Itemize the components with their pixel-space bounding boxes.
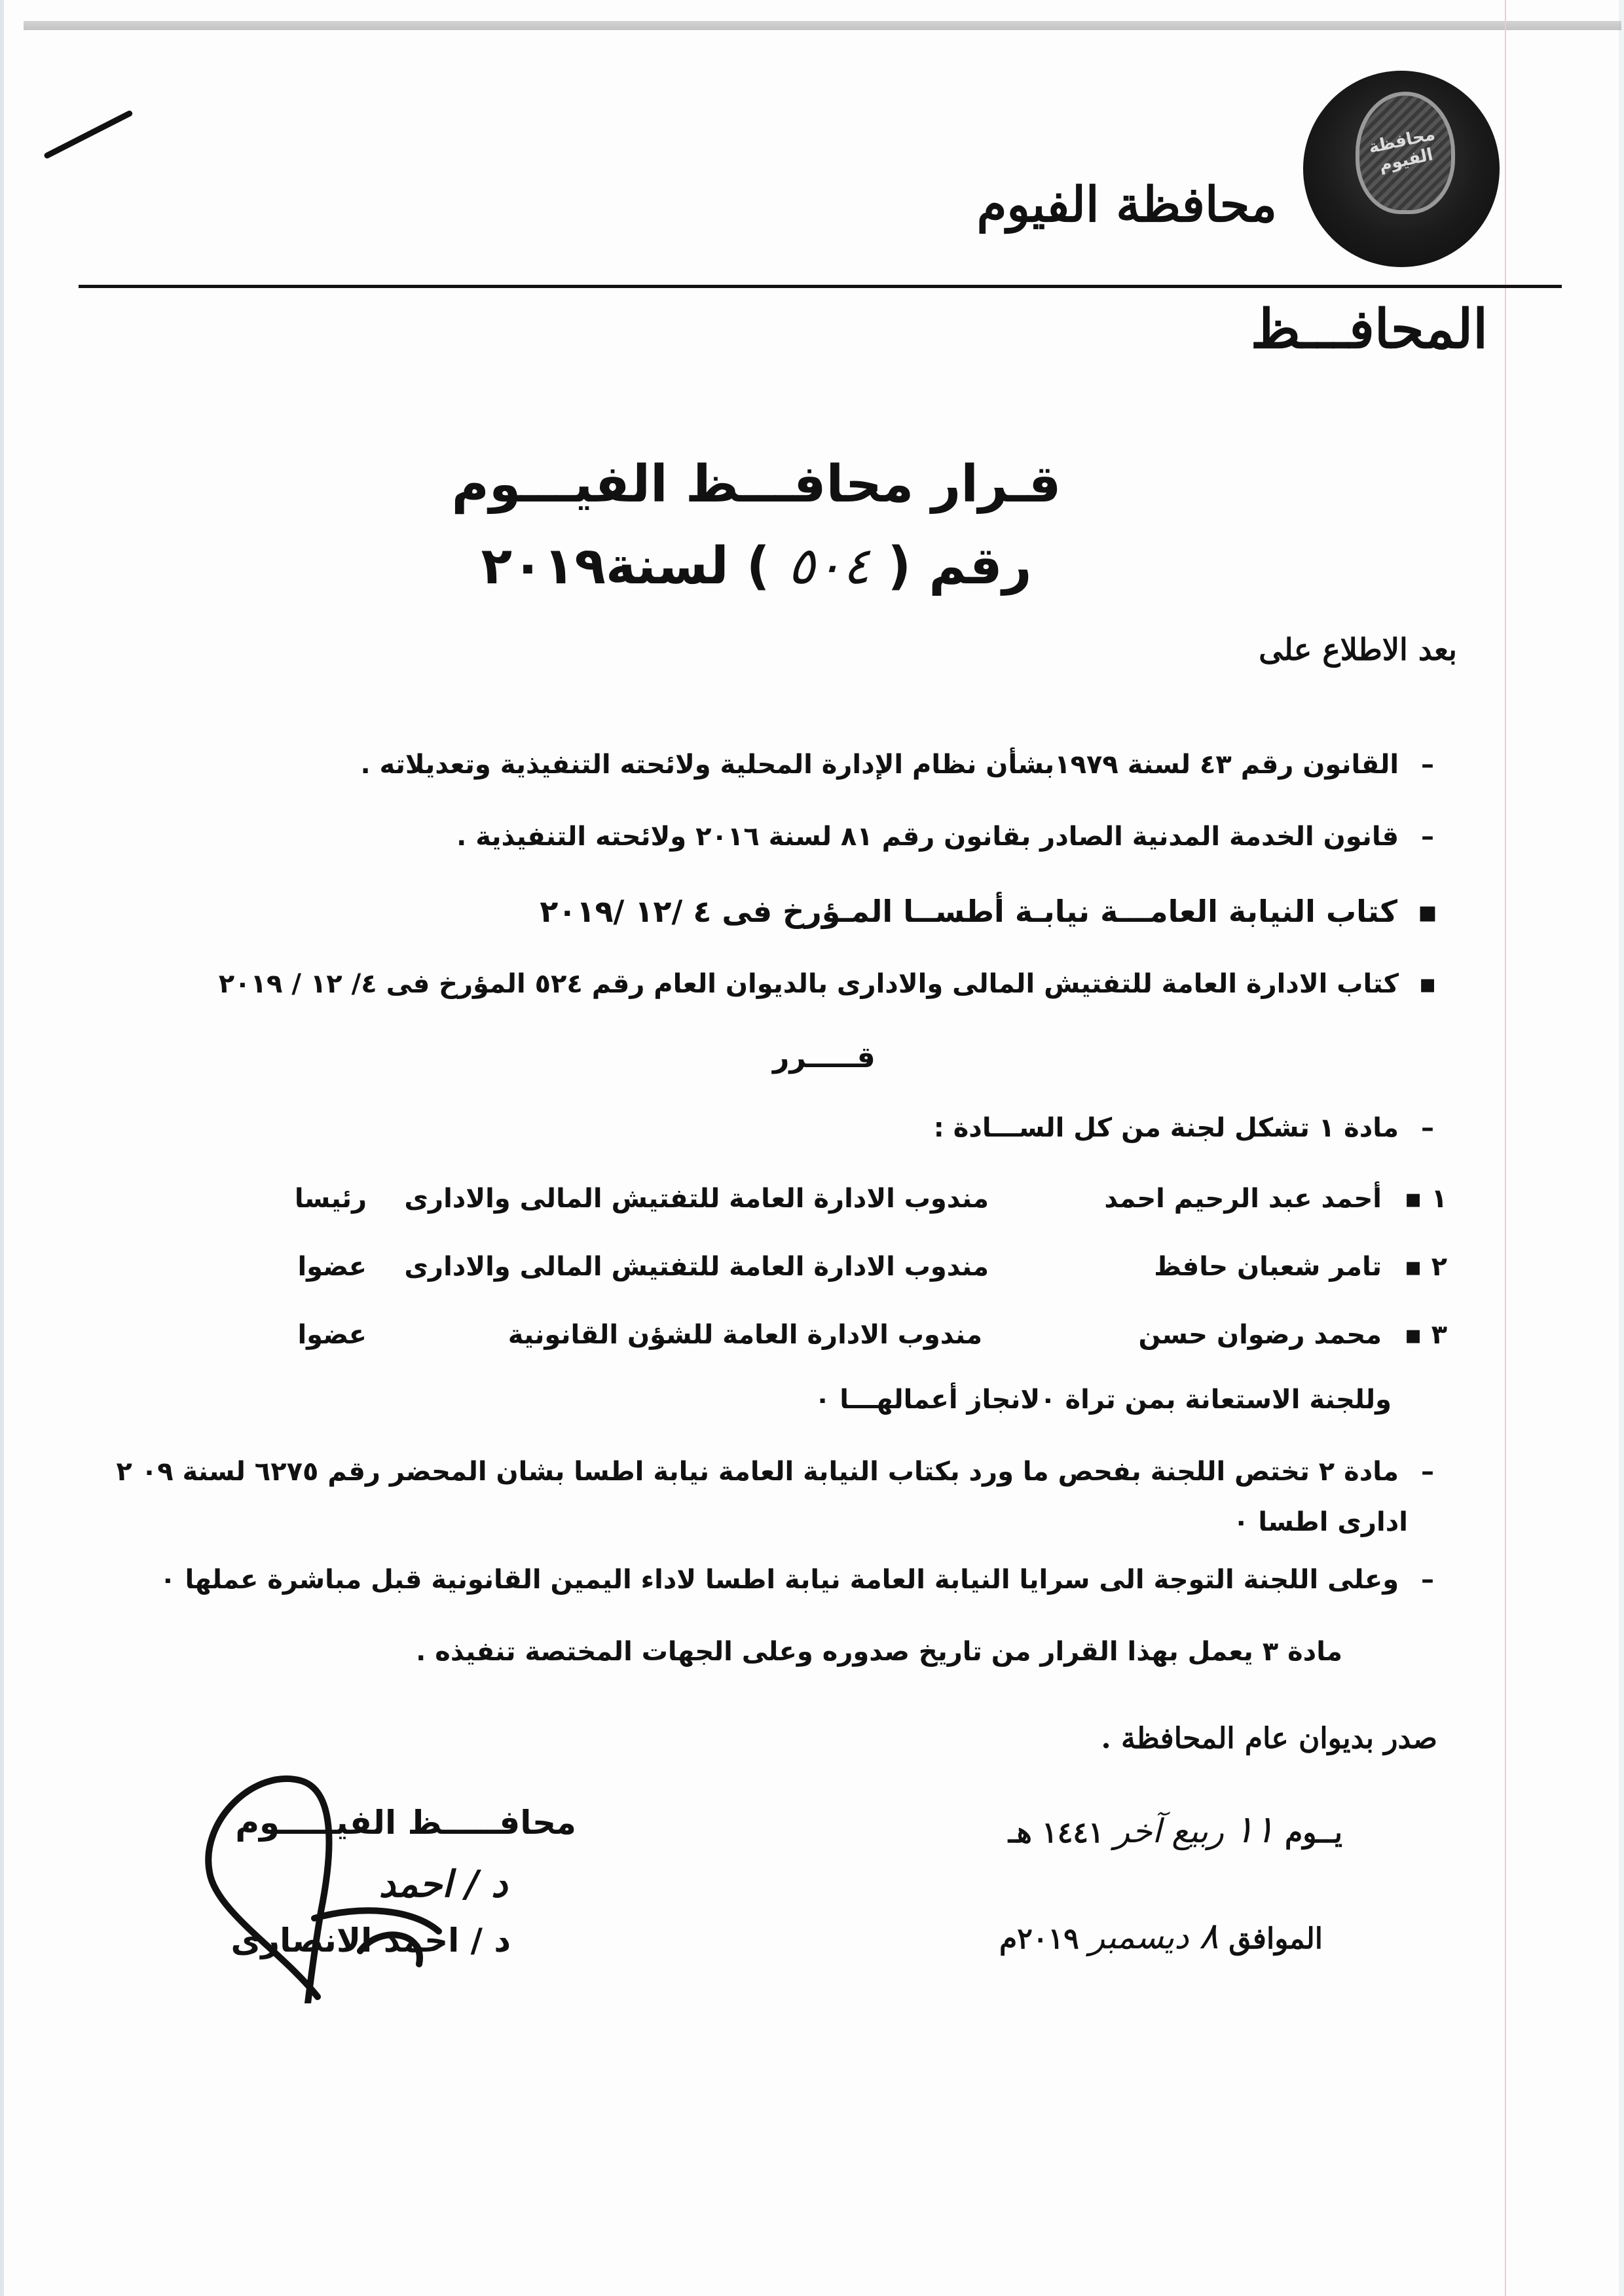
hijri-year: ١٤٤١ [1042, 1816, 1104, 1850]
decision-number-suffix: ) لسنة٢٠١٩ [481, 537, 770, 596]
member-row [0, 1184, 1624, 1223]
member-row [0, 1252, 1624, 1291]
article-bullet: – [1421, 1457, 1434, 1487]
issued-at: صدر بديوان عام المحافظة . [1101, 1722, 1437, 1755]
gregorian-suffix: م [999, 1922, 1018, 1956]
decision-title: قـرار محافـــظ الفيـــوم [451, 455, 1061, 514]
reference-item [540, 894, 1447, 929]
member-row [0, 1320, 1624, 1359]
article-1-intro [934, 1113, 1447, 1143]
article-3: مادة ٣ يعمل بهذا القرار من تاريخ صدوره وعلى الجهات المختصة تنفيذه . [416, 1637, 1342, 1667]
hijri-month: ربيع آخر [1113, 1812, 1225, 1850]
article-2-text: مادة ٢ تختص اللجنة بفحص ما ورد بكتاب النيابة العامة نيابة اطسا بشان المحضر رقم ٦٢٧٥ لسنة ٠٩ ٢ [116, 1457, 1399, 1487]
reference-item [360, 750, 1447, 780]
preamble-heading: بعد الاطلاع على [1259, 632, 1457, 667]
stray-pen-mark [43, 109, 134, 159]
governorate-name: محافظة الفيوم [976, 177, 1277, 233]
assistance-note: وللجنة الاستعانة بمن تراة ٠لانجاز أعمالهـــا ٠ [814, 1385, 1392, 1415]
decision-number-prefix: رقم ( [887, 537, 1032, 596]
governor-label: المحافـــظ [1250, 298, 1488, 361]
reference-text: كتاب النيابة العامـــة نيابـة أطســا المـؤرخ فى ٤ /١٢ /٢٠١٩ [540, 894, 1397, 929]
reference-item [219, 969, 1447, 999]
scan-top-band [24, 21, 1621, 30]
gregorian-prefix: الموافق [1228, 1922, 1323, 1956]
oath-note-text: وعلى اللجنة التوجة الى سرايا النيابة العامة نيابة اطسا لاداء اليمين القانونية قبل مباشرة عملها ٠ [160, 1565, 1399, 1595]
member-role: مندوب الادارة العامة للتفتيش المالى والادارى [404, 1252, 989, 1282]
gregorian-date [999, 1915, 1323, 1958]
member-name: أحمد عبد الرحيم احمد [1104, 1184, 1382, 1214]
hijri-date [1008, 1807, 1342, 1851]
scan-right-edge [1619, 0, 1624, 2296]
reference-bullet: – [1421, 750, 1434, 780]
article-2 [116, 1457, 1447, 1487]
margin-line [1505, 0, 1506, 2296]
gregorian-year: ٢٠١٩ [1017, 1922, 1079, 1956]
member-number: ٣ ▪ [1404, 1320, 1447, 1350]
article-bullet: – [1421, 1565, 1434, 1595]
signatory-name: د / احمد الانصارى [231, 1922, 511, 1959]
decision-number [0, 537, 1624, 596]
article-2-continuation: ادارى اطسا ٠ [1232, 1507, 1408, 1537]
reference-bullet: – [1421, 822, 1434, 852]
reference-text: القانون رقم ٤٣ لسنة ١٩٧٩بشأن نظام الإدارة المحلية ولائحته التنفيذية وتعديلاته . [360, 750, 1399, 780]
scan-left-edge [0, 0, 4, 2296]
gregorian-day: ٨ [1198, 1915, 1219, 1958]
header-divider [79, 285, 1562, 288]
article-1-text: مادة ١ تشكل لجنة من كل الســـادة : [933, 1113, 1399, 1143]
member-name: تامر شعبان حافظ [1154, 1252, 1382, 1282]
decision-label: قـــــرر [773, 1041, 876, 1074]
member-name: محمد رضوان حسن [1138, 1320, 1382, 1350]
member-number: ١ ▪ [1404, 1184, 1447, 1214]
reference-text: كتاب الادارة العامة للتفتيش المالى والادارى بالديوان العام رقم ٥٢٤ المؤرخ فى ٤/ ١٢ / ٢٠١٩ [218, 969, 1399, 999]
oath-note [160, 1565, 1447, 1595]
signatory-title: محافـــــظ الفيـــــوم [235, 1804, 576, 1842]
reference-text: قانون الخدمة المدنية الصادر بقانون رقم ٨١ لسنة ٢٠١٦ ولائحته التنفيذية . [456, 822, 1399, 852]
member-role: مندوب الادارة العامة للتفتيش المالى والادارى [404, 1184, 989, 1214]
hijri-prefix: يــوم [1285, 1816, 1342, 1850]
article-bullet: – [1421, 1113, 1434, 1143]
member-position: عضوا [297, 1320, 367, 1350]
emblem-text: محافظة الفيوم [1367, 124, 1437, 176]
signature-handwritten: د / احمد [378, 1863, 507, 1906]
reference-bullet: ▪ [1418, 969, 1437, 999]
member-role: مندوب الادارة العامة للشؤن القانونية [507, 1320, 982, 1350]
gregorian-month: ديسمبر [1089, 1918, 1189, 1956]
decision-number-value: ٥٠٤ [787, 537, 870, 596]
reference-item [456, 822, 1447, 852]
member-position: رئيسا [294, 1184, 367, 1214]
member-number: ٢ ▪ [1404, 1252, 1447, 1282]
hijri-suffix: هـ [1008, 1816, 1032, 1850]
hijri-day: ١١ [1234, 1807, 1275, 1851]
member-position: عضوا [297, 1252, 367, 1282]
reference-bullet: ▪ [1417, 894, 1438, 929]
